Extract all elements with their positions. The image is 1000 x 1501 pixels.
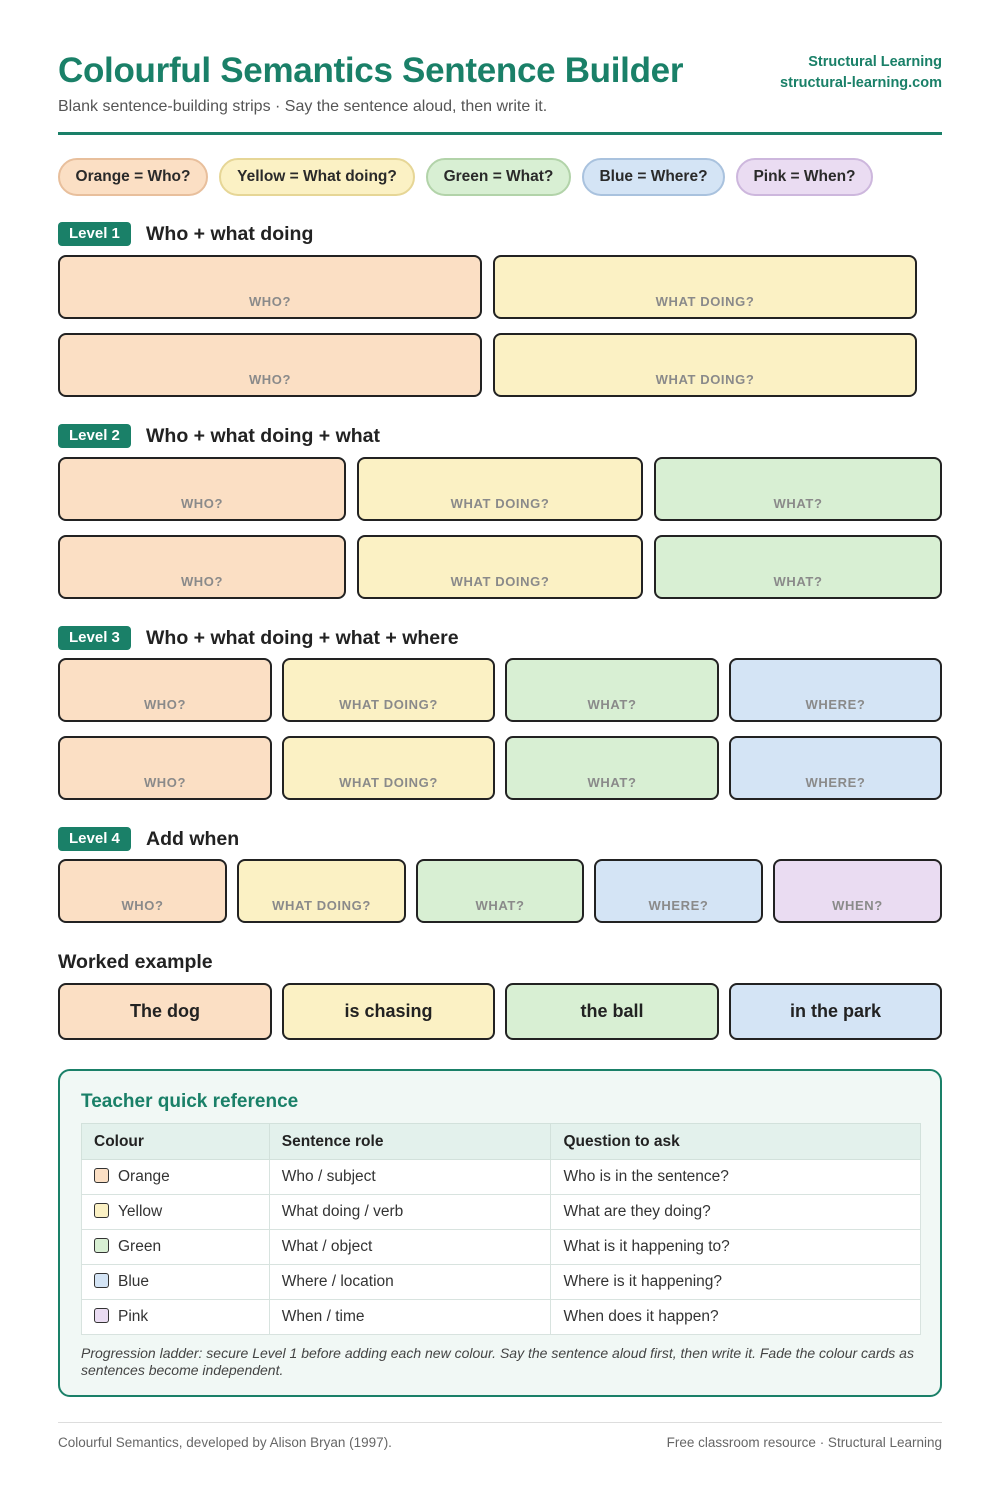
table-row xyxy=(82,1265,921,1300)
header-divider xyxy=(58,132,942,135)
footer-source: Free classroom resource · Structural Learning xyxy=(666,1435,942,1450)
strip-label: WHAT DOING? xyxy=(339,697,438,712)
legend-pill-orange: Orange = Who? xyxy=(58,158,208,196)
level-title: Who + what doing xyxy=(146,223,314,245)
column-header: Colour xyxy=(82,1124,270,1160)
table-row xyxy=(82,1195,921,1230)
legend-pill-green: Green = What? xyxy=(426,158,571,196)
strip-label: WHAT? xyxy=(773,574,823,589)
brand-name: Structural Learning xyxy=(808,54,942,70)
strip-label: WHAT? xyxy=(475,898,525,913)
level-title: Add when xyxy=(146,828,240,850)
example-who: The dog xyxy=(58,983,272,1040)
legend-pill-pink: Pink = When? xyxy=(736,158,873,196)
question-cell: Who is in the sentence? xyxy=(551,1160,921,1195)
reference-title: Teacher quick reference xyxy=(81,1091,299,1112)
colour-name: Green xyxy=(118,1238,162,1255)
progression-note: Progression ladder: secure Level 1 before adding each new colour. Say the sentence aloud first, then write it. Fade the colour cards as sentences become independent. xyxy=(81,1345,914,1378)
strip-label: WHERE? xyxy=(648,898,709,913)
strip-who[interactable] xyxy=(58,255,482,319)
reference-table xyxy=(81,1123,921,1335)
strip-label: WHO? xyxy=(121,898,164,913)
strip-label: WHO? xyxy=(143,775,187,790)
strip-label: WHAT DOING? xyxy=(450,574,550,589)
strip-who[interactable] xyxy=(58,535,346,599)
strip-label: WHAT DOING? xyxy=(272,898,371,913)
level-badge: Level 4 xyxy=(58,827,131,851)
strip-what-doing[interactable] xyxy=(357,535,643,599)
colour-cell xyxy=(82,1195,270,1230)
example-what: the ball xyxy=(505,983,719,1040)
strip-what[interactable] xyxy=(416,859,584,923)
legend-pill-yellow: Yellow = What doing? xyxy=(219,158,415,196)
strip-when[interactable] xyxy=(773,859,942,923)
strip-label: WHAT DOING? xyxy=(339,775,438,790)
colour-name: Orange xyxy=(118,1168,170,1185)
table-row xyxy=(82,1300,921,1335)
strip-what[interactable] xyxy=(505,658,719,722)
green-swatch-icon xyxy=(94,1238,109,1253)
strip-what-doing[interactable] xyxy=(357,457,643,521)
teacher-reference-panel xyxy=(58,1069,942,1397)
footer-credit: Colourful Semantics, developed by Alison Bryan (1997). xyxy=(58,1435,392,1450)
strip-label: WHAT DOING? xyxy=(450,496,550,511)
header xyxy=(58,50,942,130)
strip-label: WHAT DOING? xyxy=(655,372,755,387)
role-cell: When / time xyxy=(269,1300,551,1335)
role-cell: Who / subject xyxy=(269,1160,551,1195)
footer-divider xyxy=(58,1422,942,1423)
strip-label: WHERE? xyxy=(805,697,866,712)
strip-label: WHAT? xyxy=(587,697,637,712)
strip-where[interactable] xyxy=(729,658,942,722)
strip-who[interactable] xyxy=(58,736,272,800)
role-cell: What / object xyxy=(269,1230,551,1265)
strip-label: WHAT? xyxy=(587,775,637,790)
strip-label: WHO? xyxy=(248,372,292,387)
level-badge: Level 2 xyxy=(58,424,131,448)
colour-cell xyxy=(82,1265,270,1300)
example-what-doing: is chasing xyxy=(282,983,495,1040)
role-cell: Where / location xyxy=(269,1265,551,1300)
strip-who[interactable] xyxy=(58,457,346,521)
strip-where[interactable] xyxy=(729,736,942,800)
question-cell: What is it happening to? xyxy=(551,1230,921,1265)
brand xyxy=(780,52,942,94)
worked-example-heading: Worked example xyxy=(58,951,213,973)
colour-name: Yellow xyxy=(118,1203,163,1220)
strip-what-doing[interactable] xyxy=(237,859,406,923)
level-title: Who + what doing + what xyxy=(146,425,380,447)
strip-label: WHO? xyxy=(248,294,292,309)
pink-swatch-icon xyxy=(94,1308,109,1323)
table-header-row xyxy=(82,1124,921,1160)
colour-name: Pink xyxy=(118,1308,149,1325)
question-cell: Where is it happening? xyxy=(551,1265,921,1300)
table-row xyxy=(82,1230,921,1265)
strip-label: WHERE? xyxy=(805,775,866,790)
strip-what[interactable] xyxy=(505,736,719,800)
strip-label: WHO? xyxy=(180,496,224,511)
strip-what[interactable] xyxy=(654,535,942,599)
strip-what-doing[interactable] xyxy=(282,736,495,800)
colour-cell xyxy=(82,1230,270,1265)
strip-what-doing[interactable] xyxy=(493,333,917,397)
column-header: Sentence role xyxy=(269,1124,551,1160)
strip-what[interactable] xyxy=(654,457,942,521)
brand-url[interactable]: structural-learning.com xyxy=(780,75,942,91)
strip-label: WHO? xyxy=(180,574,224,589)
strip-who[interactable] xyxy=(58,333,482,397)
strip-what-doing[interactable] xyxy=(493,255,917,319)
colour-cell xyxy=(82,1160,270,1195)
page-subtitle: Blank sentence-building strips · Say the sentence aloud, then write it. xyxy=(58,98,548,115)
strip-label: WHAT? xyxy=(773,496,823,511)
level-badge: Level 3 xyxy=(58,626,131,650)
question-cell: What are they doing? xyxy=(551,1195,921,1230)
colour-cell xyxy=(82,1300,270,1335)
legend-pill-blue: Blue = Where? xyxy=(582,158,725,196)
strip-what-doing[interactable] xyxy=(282,658,495,722)
strip-label: WHEN? xyxy=(832,898,883,913)
question-cell: When does it happen? xyxy=(551,1300,921,1335)
page-title: Colourful Semantics Sentence Builder xyxy=(58,51,684,90)
level-title: Who + what doing + what + where xyxy=(146,627,459,649)
table-row xyxy=(82,1160,921,1195)
strip-who[interactable] xyxy=(58,859,227,923)
role-cell: What doing / verb xyxy=(269,1195,551,1230)
blue-swatch-icon xyxy=(94,1273,109,1288)
strip-who[interactable] xyxy=(58,658,272,722)
colour-name: Blue xyxy=(118,1273,150,1290)
level-badge: Level 1 xyxy=(58,222,131,246)
yellow-swatch-icon xyxy=(94,1203,109,1218)
orange-swatch-icon xyxy=(94,1168,109,1183)
strip-label: WHO? xyxy=(143,697,187,712)
strip-where[interactable] xyxy=(594,859,763,923)
example-where: in the park xyxy=(729,983,942,1040)
column-header: Question to ask xyxy=(551,1124,921,1160)
strip-label: WHAT DOING? xyxy=(655,294,755,309)
